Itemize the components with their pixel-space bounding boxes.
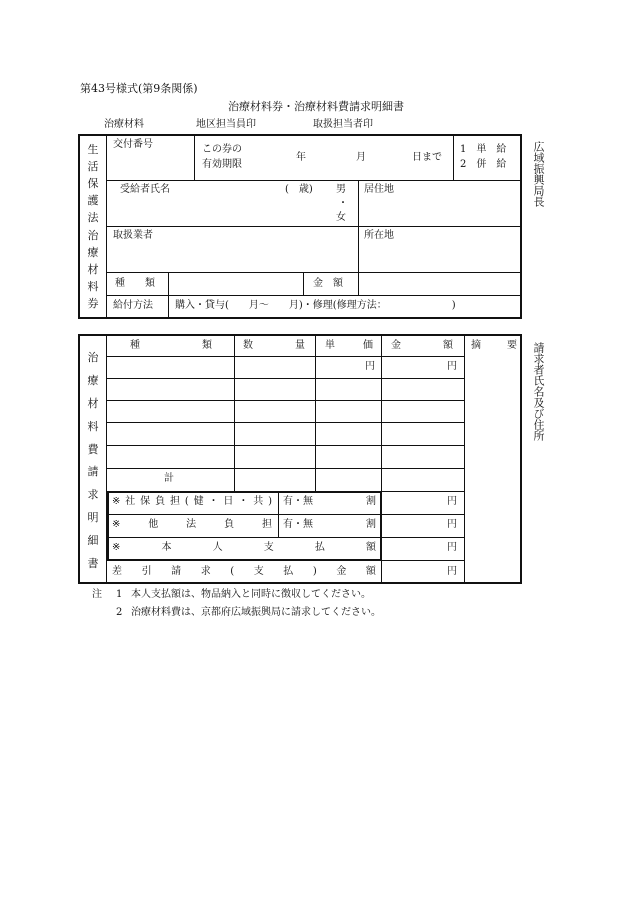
claim-side-label: 治 療 材 料 費 請 求 明 細 書 (87, 351, 99, 570)
type-combined: 2 併 給 (460, 159, 507, 170)
social-insurance-label: ※ 社 保 負 担 ( 健 ・ 日 ・ 共 ) (112, 496, 272, 507)
note-1-number: 1 (116, 589, 123, 600)
type-single: 1 単 給 (460, 144, 507, 155)
valid-period-label-2: 有効期限 (202, 159, 242, 170)
col-header-kind: 種 類 (130, 340, 212, 351)
valid-until-label: 日まで (412, 152, 442, 163)
social-insurance-yen: 円 (447, 496, 457, 507)
net-claim-yen: 円 (447, 566, 457, 577)
claimant-name-address-label: 請求者氏名及び住所 (532, 342, 545, 441)
sex-male: 男 (336, 184, 346, 195)
residence-label: 居住地 (364, 184, 394, 195)
address-label: 所在地 (364, 230, 394, 241)
social-insurance-yes-no: 有・無 (283, 496, 313, 507)
note-2-number: 2 (116, 607, 123, 618)
seal-label-district: 地区担当員印 (196, 119, 256, 130)
voucher-side-label: 生 活 保 護 法 治 療 材 料 券 (87, 143, 99, 310)
supply-method-label: 給付方法 (113, 300, 153, 311)
amount-yen: 円 (447, 361, 457, 372)
supply-method-value: 購入・貸与( 月～ 月)・修理(修理方法： ) (175, 300, 456, 311)
seal-label-handler: 取扱担当者印 (313, 119, 373, 130)
seal-label-material: 治療材料 (104, 119, 144, 130)
sex-female: 女 (336, 212, 346, 223)
notes-prefix: 注 (92, 589, 102, 600)
valid-year-label: 年 (296, 152, 306, 163)
net-claim-label: 差 引 請 求 ( 支 払 ) 金 額 (112, 566, 376, 577)
kind-label: 種 類 (115, 278, 155, 289)
other-law-label: ※ 他 法 負 担 (112, 519, 272, 530)
vendor-label: 取扱業者 (113, 230, 153, 241)
issue-number-label: 交付番号 (113, 139, 153, 150)
unit-price-yen: 円 (365, 361, 375, 372)
valid-period-label-1: この券の (202, 144, 242, 155)
other-law-rate: 割 (366, 519, 376, 530)
amount-label: 金 額 (313, 278, 343, 289)
total-label: 計 (164, 473, 174, 484)
bureau-chief-label: 広域振興局長 (532, 141, 545, 207)
self-payment-yen: 円 (447, 542, 457, 553)
col-header-amount: 金 額 (391, 340, 453, 351)
col-header-quantity: 数 量 (243, 340, 305, 351)
sex-separator: ・ (338, 198, 348, 209)
note-2-text: 治療材料費は、京都府広域振興局に請求してください。 (131, 607, 381, 618)
form-number: 第43号様式(第9条関係) (80, 82, 198, 95)
recipient-name-label: 受給者氏名 (120, 184, 170, 195)
social-insurance-rate: 割 (366, 496, 376, 507)
other-law-yes-no: 有・無 (283, 519, 313, 530)
other-law-yen: 円 (447, 519, 457, 530)
document-title: 治療材料券・治療材料費請求明細書 (228, 100, 404, 113)
note-1-text: 本人支払額は、物品納入と同時に徴収してください。 (131, 589, 371, 600)
valid-month-label: 月 (356, 152, 366, 163)
col-header-unit-price: 単 価 (325, 340, 373, 351)
col-header-remarks: 摘 要 (471, 340, 517, 351)
self-payment-label: ※ 本 人 支 払 額 (112, 542, 376, 553)
age-label: ( 歳) (285, 184, 313, 195)
